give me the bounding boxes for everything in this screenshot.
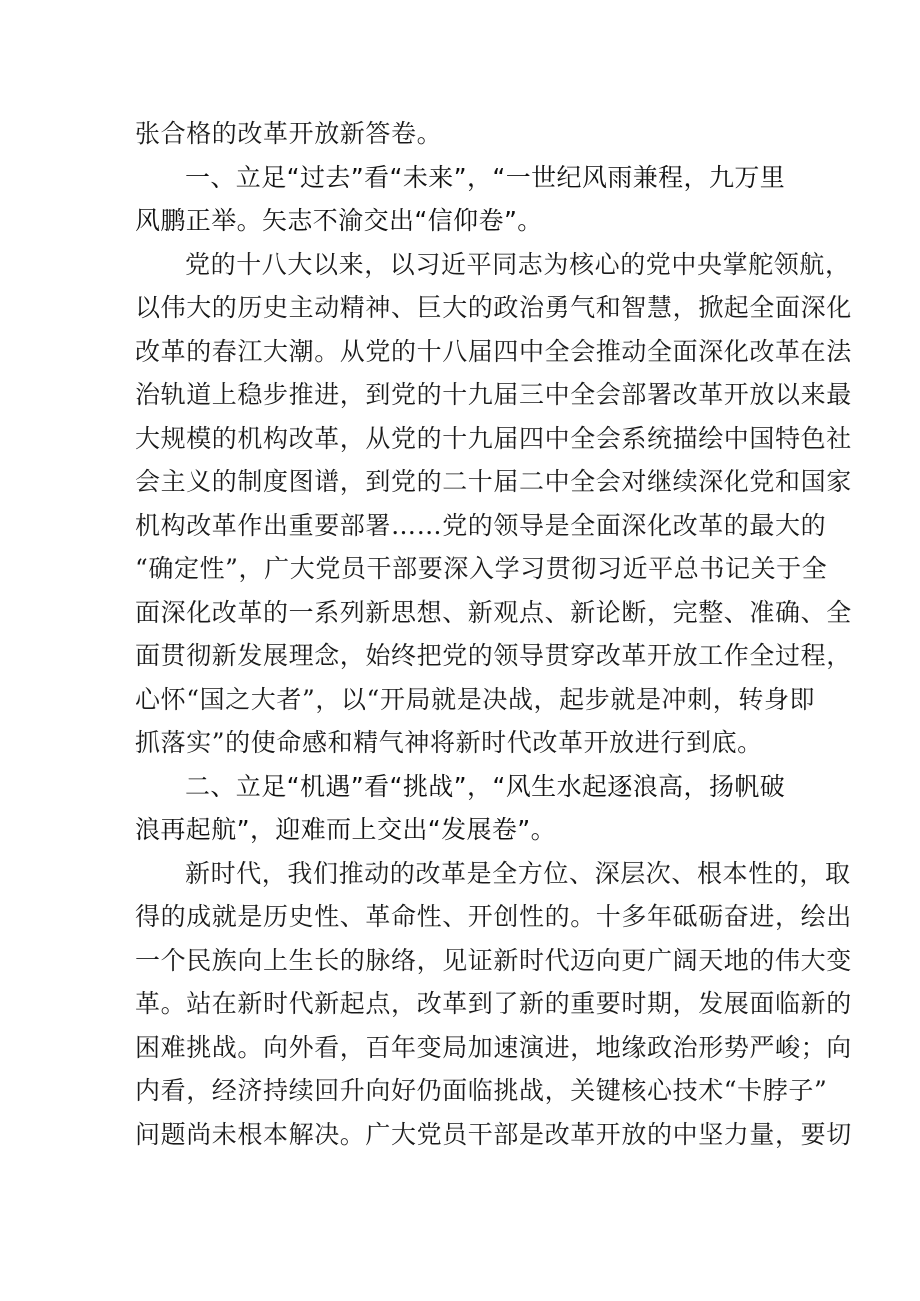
paragraph-line: 面贯彻新发展理念，始终把党的领导贯穿改革开放工作全过程， (135, 641, 852, 670)
document-body (135, 112, 852, 1156)
section-1 (135, 156, 852, 765)
section-2-heading-line: 二、立足“机遇”看“挑战”，“风生水起逐浪高，扬帆破 (185, 771, 786, 801)
section-1-heading-line: 风鹏正举。矢志不渝交出“信仰卷”。 (135, 206, 543, 235)
paragraph-line: 会主义的制度图谱，到党的二十届二中全会对继续深化党和国家 (135, 467, 852, 496)
section-2-heading-line: 浪再起航”，迎难而上交出“发展卷”。 (135, 815, 557, 844)
paragraph-line: 党的十八大以来，以习近平同志为核心的党中央掌舵领航， (185, 249, 851, 279)
paragraph-line: 抓落实”的使命感和精气神将新时代改革开放进行到底。 (135, 728, 763, 757)
paragraph-line: 改革的春江大潮。从党的十八届四中全会推动全面深化改革在法 (135, 336, 852, 366)
paragraph-line: 困难挑战。向外看，百年变局加速演进，地缘政治形势严峻；向 (135, 1032, 852, 1062)
paragraph-line: 问题尚未根本解决。广大党员干部是改革开放的中坚力量，要切 (135, 1119, 852, 1149)
paragraph-line: 一个民族向上生长的脉络，见证新时代迈向更广阔天地的伟大变 (135, 945, 852, 975)
paragraph-line: 机构改革作出重要部署……党的领导是全面深化改革的最大的 (135, 510, 827, 540)
paragraph-line: 新时代，我们推动的改革是全方位、深层次、根本性的，取 (185, 858, 851, 888)
section-2 (135, 765, 852, 1157)
section-1-heading-line: 一、立足“过去”看“未来”，“一世纪风雨兼程，九万里 (185, 162, 786, 192)
paragraph-line: 革。站在新时代新起点，改革到了新的重要时期，发展面临新的 (135, 989, 852, 1018)
paragraph-line: 心怀“国之大者”，以“开局就是决战，起步就是冲刺，转身即 (135, 684, 816, 714)
paragraph-line: 治轨道上稳步推进，到党的十九届三中全会部署改革开放以来最 (135, 380, 852, 409)
paragraph-line: 得的成就是历史性、革命性、开创性的。十多年砥砺奋进，绘出 (135, 902, 852, 931)
paragraph-line: 面深化改革的一系列新思想、新观点、新论断，完整、准确、全 (135, 597, 852, 627)
paragraph-line: 内看，经济持续回升向好仍面临挑战，关键核心技术“卡脖子” (135, 1076, 828, 1105)
paragraph-line: 大规模的机构改革，从党的十九届四中全会系统描绘中国特色社 (135, 423, 852, 453)
paragraph-line: “确定性”，广大党员干部要深入学习贯彻习近平总书记关于全 (135, 554, 828, 583)
intro-line: 张合格的改革开放新答卷。 (135, 119, 443, 148)
paragraph-line: 以伟大的历史主动精神、巨大的政治勇气和智慧，掀起全面深化 (135, 293, 852, 322)
